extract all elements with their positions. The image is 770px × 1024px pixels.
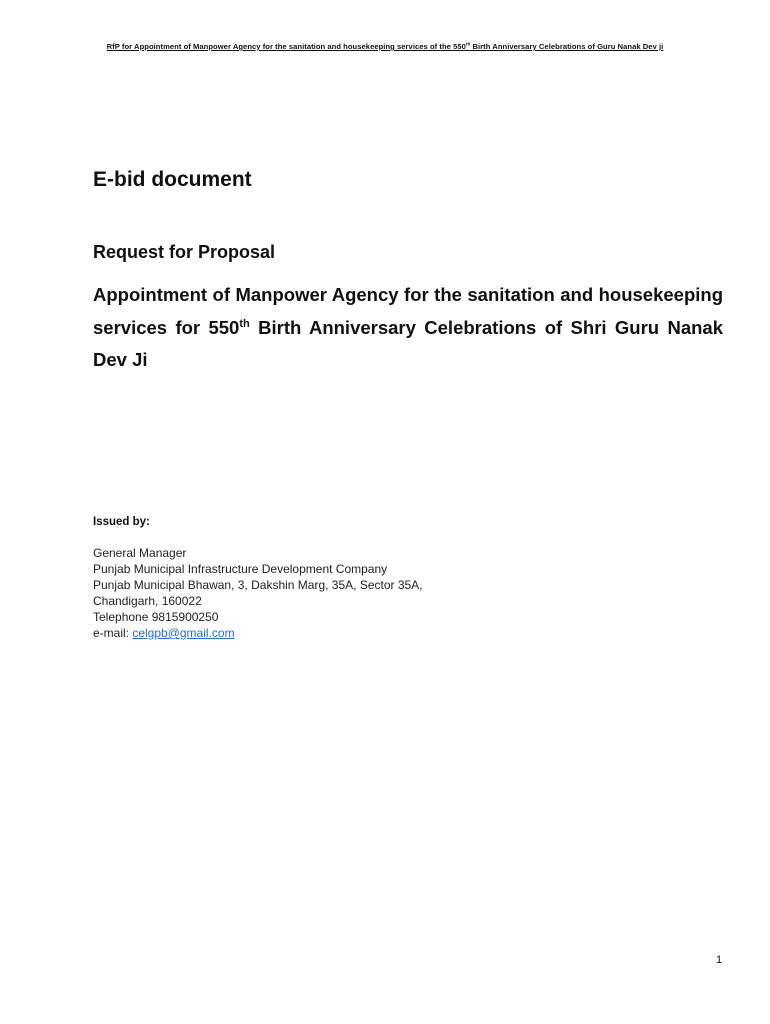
subject-text-end: Birth Anniversary Celebrations of Shri Guru Nanak Dev Ji [93, 316, 723, 370]
issued-by-label: Issued by: [93, 516, 150, 528]
issuer-address-block [93, 545, 423, 641]
running-header-text: RfP for Appointment of Manpower Agency for the sanitation and housekeeping services of the 550 [106, 42, 466, 51]
email-label: e-mail: [93, 626, 133, 640]
page-number: 1 [716, 954, 723, 966]
document-title: E-bid document [93, 168, 252, 191]
issuer-email-line [93, 625, 423, 641]
rfp-label: Request for Proposal [93, 242, 276, 262]
issuer-designation: General Manager [93, 546, 187, 560]
issuer-organization: Punjab Municipal Infrastructure Development Company [93, 562, 388, 576]
subject-text: Appointment of Manpower Agency for the sanitation and housekeeping services for 550 [93, 284, 723, 338]
issuer-telephone: Telephone 9815900250 [93, 610, 219, 624]
email-link[interactable]: celgpb@gmail.com [132, 626, 235, 640]
running-header [0, 42, 770, 51]
running-header-superscript: th [465, 41, 471, 47]
proposal-subject [93, 279, 723, 377]
subject-superscript: th [239, 317, 250, 330]
running-header-text-end: Birth Anniversary Celebrations of Guru Nanak Dev ji [470, 42, 664, 51]
issuer-address-line: Punjab Municipal Bhawan, 3, Dakshin Marg, 35A, Sector 35A, [93, 578, 423, 592]
issuer-city: Chandigarh, 160022 [93, 594, 202, 608]
